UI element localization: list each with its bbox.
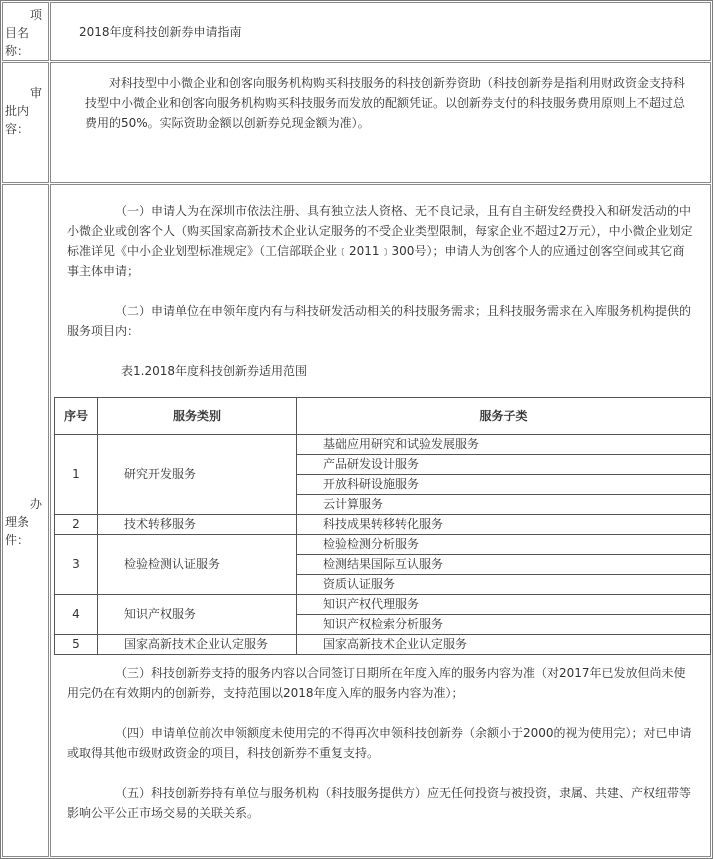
service-subcategory: 科技成果转移转化服务 [297, 515, 711, 535]
header-category: 服务类别 [98, 398, 297, 435]
approval-text: 对科技型中小微企业和创客向服务机构购买科技服务的科技创新券资助（科技创新券是指利用财政资金支持科技型中小微企业和创客向服务机构购买科技服务而发放的配额凭证。以创新券支付的科技服务费用原则上不超过总费用的50%。实际资助金额以创新券兑现金额为准）。 [85, 76, 686, 130]
service-subcategory: 开放科研设施服务 [297, 475, 711, 495]
service-subcategory: 国家高新技术企业认定服务 [297, 635, 711, 655]
service-subcategory: 基础应用研究和试验发展服务 [297, 435, 711, 455]
row-no: 1 [55, 435, 98, 515]
row-no: 2 [55, 515, 98, 535]
label-approval-content: 审 批内容： [2, 62, 49, 183]
service-subcategory: 产品研发设计服务 [297, 455, 711, 475]
condition-1: （一）申请人为在深圳市依法注册、具有独立法人资格、无不良记录，且有自主研发经费投入和研发活动的中小微企业或创客个人（购买国家高新技术企业认定服务的不受企业类型限制，每家企业不超过2万元），中小微企业划定标准详见《中小企业划型标准规定》（工信部联企业﹝2011﹞300号）；申请人为创客个人的应通过创客空间或其它商事主体申请； [67, 204, 693, 278]
header-no: 序号 [55, 398, 98, 435]
service-category: 技术转移服务 [98, 515, 297, 535]
project-title-cell [50, 2, 711, 61]
condition-3: （三）科技创新券支持的服务内容以合同签订日期所在年度入库的服务内容为准（对2017年已发放但尚未使用完仍在有效期内的创新券，支持范围以2018年度入库的服务内容为准）； [67, 666, 686, 700]
condition-2: （二）申请单位在申领年度内有与科技研发活动相关的科技服务需求；且科技服务需求在入库服务机构提供的服务项目内： [67, 304, 692, 338]
approval-content-cell [50, 62, 711, 183]
service-category: 检验检测认证服务 [98, 535, 297, 595]
service-category: 国家高新技术企业认定服务 [98, 635, 297, 655]
row-no: 5 [55, 635, 98, 655]
table-caption: 表1.2018年度科技创新券适用范围 [121, 364, 307, 378]
project-title: 2018年度科技创新券申请指南 [79, 25, 242, 39]
conditions-cell [50, 184, 711, 857]
label-conditions: 办 理条件： [2, 184, 49, 857]
condition-5: （五）科技创新券持有单位与服务机构（科技服务提供方）应无任何投资与被投资，隶属、共建、产权纽带等影响公平公正市场交易的关联关系。 [67, 786, 692, 820]
service-subcategory: 检测结果国际互认服务 [297, 555, 711, 575]
row-no: 3 [55, 535, 98, 595]
service-subcategory: 知识产权代理服务 [297, 595, 711, 615]
condition-4: （四）申请单位前次申领额度未使用完的不得再次申领科技创新券（余额小于2000的视为使用完）；对已申请或取得其他市级财政资金的项目，科技创新券不重复支持。 [67, 726, 692, 760]
service-subcategory: 资质认证服务 [297, 575, 711, 595]
service-category: 研究开发服务 [98, 435, 297, 515]
header-subcategory: 服务子类 [297, 398, 711, 435]
service-category: 知识产权服务 [98, 595, 297, 635]
row-no: 4 [55, 595, 98, 635]
service-scope-table [54, 397, 711, 655]
label-project-name: 项 目名称： [2, 2, 49, 61]
service-subcategory: 知识产权检索分析服务 [297, 615, 711, 635]
service-subcategory: 检验检测分析服务 [297, 535, 711, 555]
service-subcategory: 云计算服务 [297, 495, 711, 515]
